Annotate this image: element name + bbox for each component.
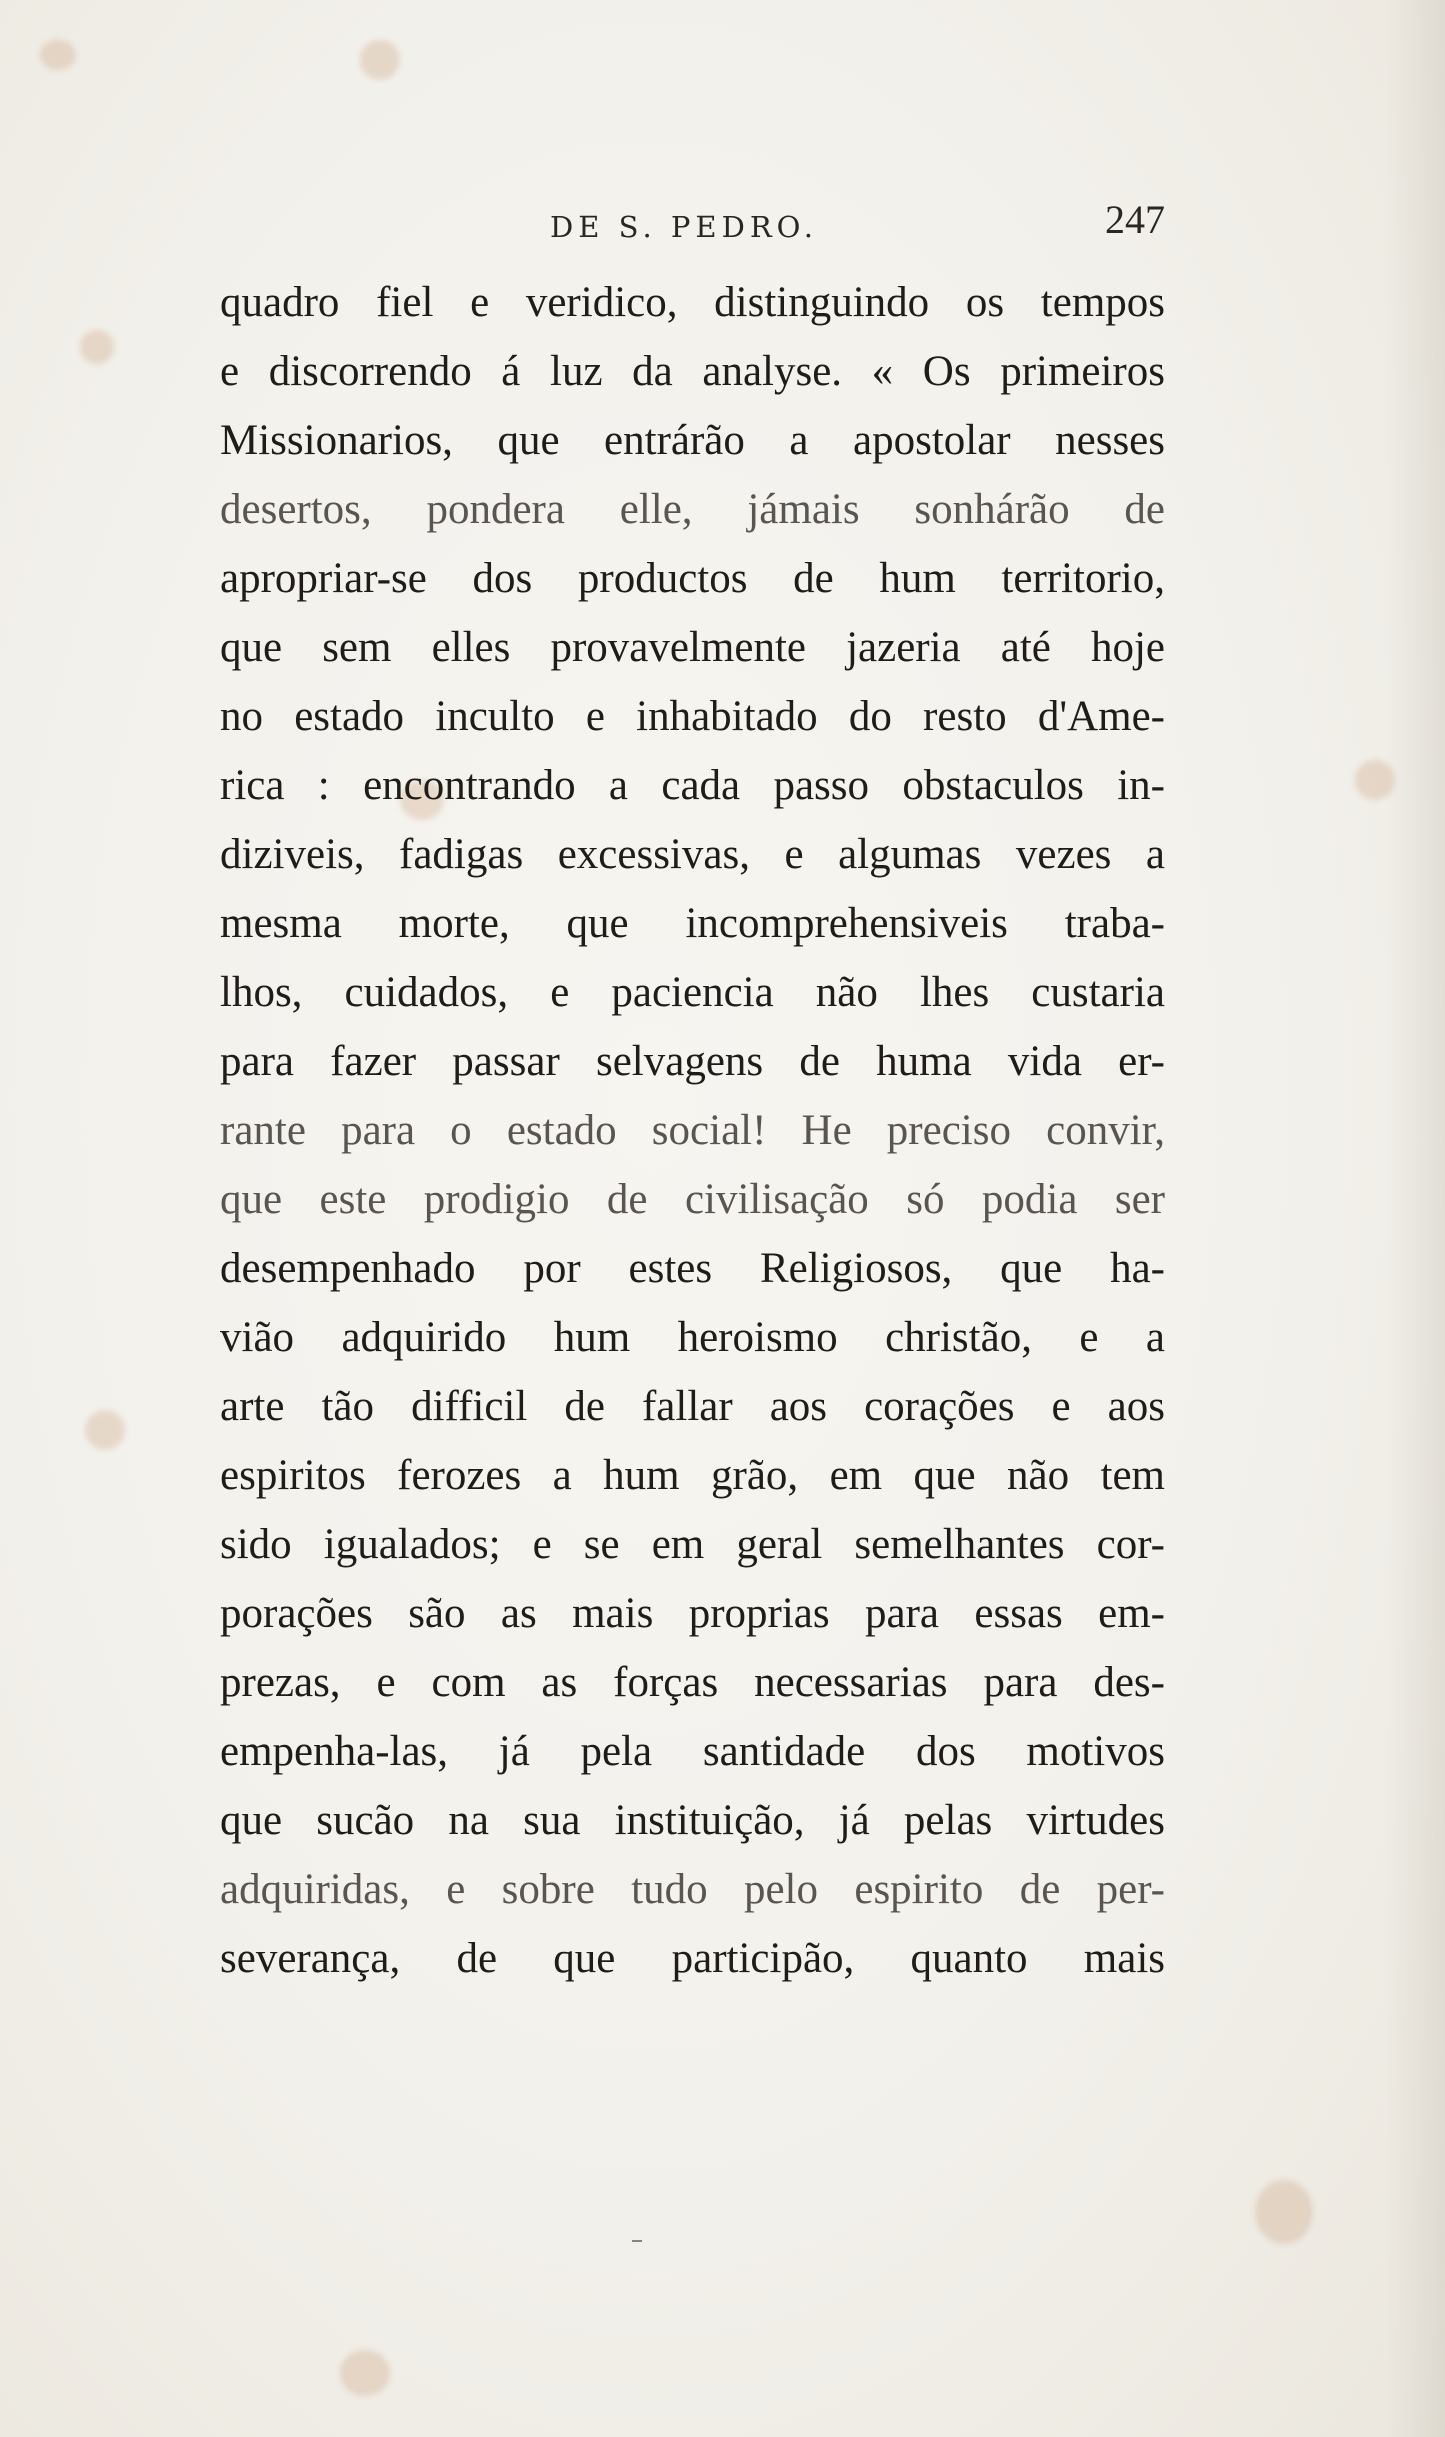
page-number: 247 bbox=[1105, 197, 1165, 242]
text-line: severança, de que participão, quanto mais bbox=[220, 1935, 1165, 1982]
text-line: que este prodigio de civilisação só podia ser bbox=[220, 1176, 1165, 1223]
text-line: que sem elles provavelmente jazeria até hoje bbox=[220, 624, 1165, 671]
foxing-spot bbox=[360, 40, 400, 80]
text-line: desempenhado por estes Religiosos, que ha- bbox=[220, 1245, 1165, 1292]
text-line: rica : encontrando a cada passo obstaculos in- bbox=[220, 762, 1165, 809]
running-title: DE S. PEDRO. bbox=[550, 210, 818, 244]
foxing-spot bbox=[1355, 760, 1395, 800]
text-line: para fazer passar selvagens de huma vida er- bbox=[220, 1038, 1165, 1085]
foxing-spot bbox=[340, 2350, 390, 2396]
text-line: mesma morte, que incomprehensiveis traba- bbox=[220, 900, 1165, 947]
text-line: e discorrendo á luz da analyse. « Os primeiros bbox=[220, 348, 1165, 395]
foxing-spot bbox=[85, 1410, 125, 1450]
text-line: vião adquirido hum heroismo christão, e a bbox=[220, 1314, 1165, 1361]
text-line: empenha-las, já pela santidade dos motivos bbox=[220, 1728, 1165, 1775]
text-line: apropriar-se dos productos de hum territorio, bbox=[220, 555, 1165, 602]
body-text bbox=[220, 268, 1165, 1993]
text-line: prezas, e com as forças necessarias para des- bbox=[220, 1659, 1165, 1706]
printer-mark bbox=[632, 2240, 642, 2242]
foxing-spot bbox=[80, 330, 114, 364]
text-line: adquiridas, e sobre tudo pelo espirito de per- bbox=[220, 1866, 1165, 1913]
text-line: rante para o estado social! He preciso convir, bbox=[220, 1107, 1165, 1154]
text-line: Missionarios, que entrárão a apostolar nesses bbox=[220, 417, 1165, 464]
text-line: quadro fiel e veridico, distinguindo os tempos bbox=[220, 279, 1165, 326]
text-line: arte tão difficil de fallar aos corações e aos bbox=[220, 1383, 1165, 1430]
text-line: lhos, cuidados, e paciencia não lhes custaria bbox=[220, 969, 1165, 1016]
text-line: no estado inculto e inhabitado do resto d'Ame- bbox=[220, 693, 1165, 740]
running-head bbox=[220, 196, 1165, 256]
text-line: espiritos ferozes a hum grão, em que não tem bbox=[220, 1452, 1165, 1499]
text-line: sido igualados; e se em geral semelhantes cor- bbox=[220, 1521, 1165, 1568]
foxing-spot bbox=[1255, 2180, 1313, 2244]
text-line: porações são as mais proprias para essas em- bbox=[220, 1590, 1165, 1637]
foxing-spot bbox=[40, 40, 76, 70]
text-line: desertos, pondera elle, jámais sonhárão de bbox=[220, 486, 1165, 533]
text-line: diziveis, fadigas excessivas, e algumas vezes a bbox=[220, 831, 1165, 878]
page-edge-shadow bbox=[1385, 0, 1445, 2437]
text-line: que sucão na sua instituição, já pelas virtudes bbox=[220, 1797, 1165, 1844]
